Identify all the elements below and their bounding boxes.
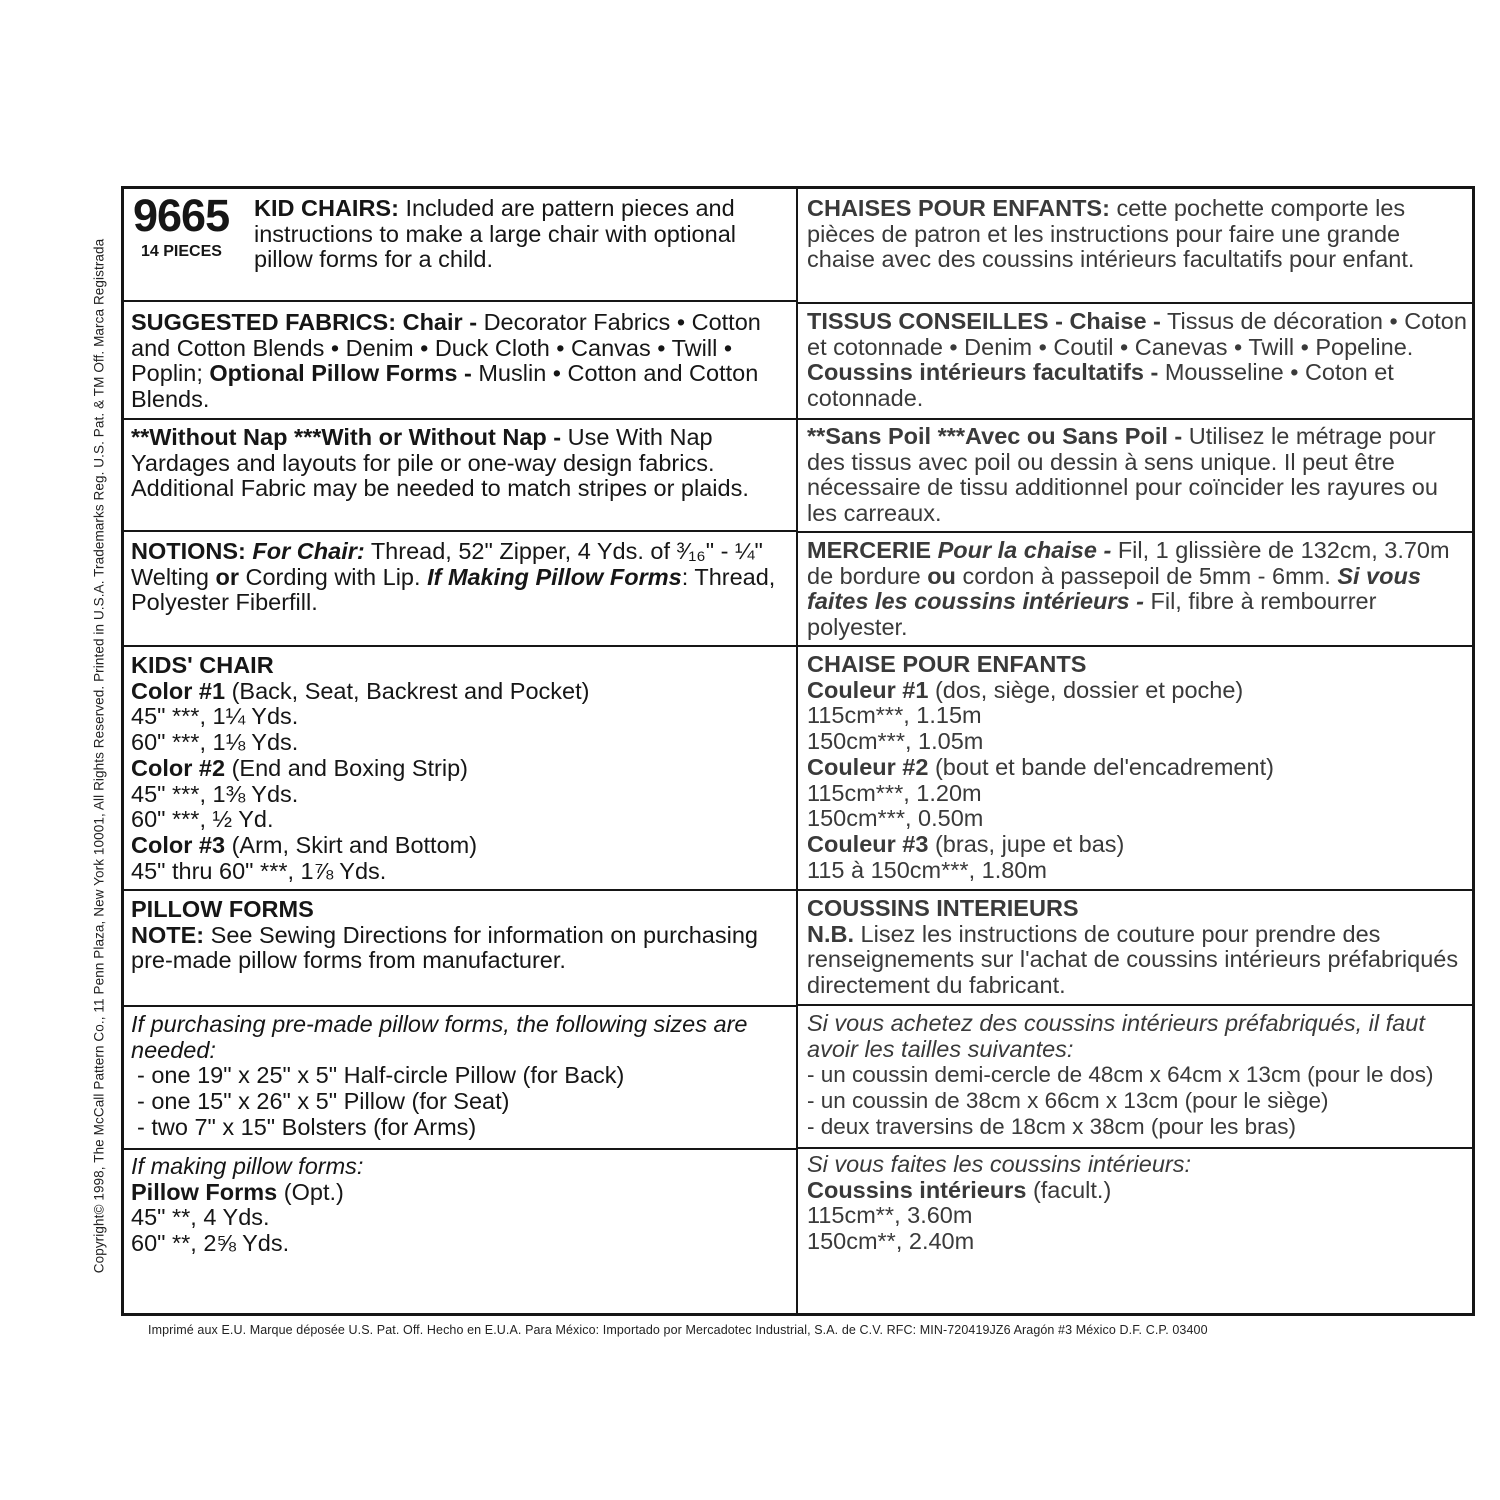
pillow-forms-fr-title: COUSSINS INTERIEURS bbox=[807, 895, 1079, 921]
notions-fr-chair-text: Fil, 1 glissière de 132cm, 3.70m de bordure bbox=[807, 537, 1450, 589]
nap-en-text: Use With Nap Yardages and layouts for pile or one-way design fabrics. Additional Fabric may be needed to match stripes or plaids. bbox=[131, 424, 749, 502]
row-divider-5 bbox=[121, 889, 796, 891]
pattern-pieces: 14 PIECES bbox=[141, 243, 222, 260]
fabrics-en bbox=[131, 310, 790, 413]
color2-en-label: Color #2 bbox=[131, 754, 226, 781]
color2-fr-label: Couleur #2 bbox=[807, 753, 929, 780]
kids-chair-fr-title: CHAISE POUR ENFANTS bbox=[807, 651, 1087, 677]
color3-en-label: Color #3 bbox=[131, 831, 226, 858]
pillow-forms-en bbox=[131, 897, 790, 974]
kids-chair-fr bbox=[807, 652, 1467, 883]
notions-fr bbox=[807, 538, 1467, 641]
color3-en-line1: 45" thru 60" ***, 1⅞ Yds. bbox=[131, 857, 387, 884]
making-fr-intro: Si vous faites les coussins intérieurs: bbox=[807, 1151, 1191, 1177]
pillow-forms-fr bbox=[807, 896, 1467, 999]
sizes-fr-item1: - un coussin demi-cercle de 48cm x 64cm x 13cm (pour le dos) bbox=[807, 1062, 1434, 1088]
sizes-en bbox=[131, 1012, 790, 1141]
nap-fr-title: **Sans Poil ***Avec ou Sans Poil - bbox=[807, 423, 1183, 449]
fabrics-en-pillow-text: Muslin • Cotton and Cotton Blends. bbox=[131, 360, 759, 413]
intro-en bbox=[254, 196, 790, 273]
making-en-line2: 60" **, 2⅝ Yds. bbox=[131, 1230, 290, 1257]
nap-en bbox=[131, 425, 790, 502]
making-en-line1: 45" **, 4 Yds. bbox=[131, 1204, 270, 1231]
making-fr-opt: (facult.) bbox=[1032, 1176, 1112, 1203]
making-fr bbox=[807, 1152, 1467, 1255]
import-footer: Imprimé aux E.U. Marque déposée U.S. Pat. Off. Hecho en E.U.A. Para México: Importado por Mercadotec Industrial, S.A. de C.V. RFC: MIN-720419JZ6 Aragón #3 México D.F. C.P. 03400 bbox=[148, 1323, 1208, 1337]
nap-en-title: **Without Nap ***With or Without Nap - bbox=[131, 424, 562, 450]
fabrics-fr-pillow-label: Coussins intérieurs facultatifs - bbox=[807, 359, 1159, 386]
row-divider-fr-6 bbox=[798, 1004, 1475, 1006]
fabrics-en-chair-label: Chair - bbox=[402, 309, 478, 335]
notions-fr-chair-text2: cordon à passepoil de 5mm - 6mm. bbox=[962, 562, 1331, 589]
row-divider-fr-3 bbox=[798, 531, 1475, 533]
row-divider-fr-7 bbox=[798, 1147, 1475, 1149]
row-divider-3 bbox=[121, 530, 796, 532]
sizes-fr-item3: - deux traversins de 18cm x 38cm (pour les bras) bbox=[807, 1113, 1296, 1139]
notions-fr-chair-label: Pour la chaise - bbox=[937, 537, 1112, 563]
pillow-forms-fr-note-label: N.B. bbox=[807, 920, 854, 947]
notions-en-chair-label: For Chair: bbox=[252, 538, 365, 564]
color2-fr-line1: 115cm***, 1.20m bbox=[807, 779, 982, 806]
notions-en bbox=[131, 539, 790, 616]
color3-en-desc: (Arm, Skirt and Bottom) bbox=[231, 831, 478, 858]
sizes-fr-item2: - un coussin de 38cm x 66cm x 13cm (pour le siège) bbox=[807, 1088, 1329, 1114]
color2-en-line1: 45" ***, 1⅜ Yds. bbox=[131, 780, 299, 807]
making-en-opt: (Opt.) bbox=[283, 1178, 344, 1205]
notions-en-chair-text: Thread, 52" Zipper, 4 Yds. of ³⁄₁₆" - ¼" Welting bbox=[131, 538, 763, 590]
sizes-fr bbox=[807, 1011, 1467, 1140]
color3-fr-line1: 115 à 150cm***, 1.80m bbox=[807, 856, 1047, 883]
kids-chair-en-title: KIDS' CHAIR bbox=[131, 652, 274, 678]
notions-en-chair-text2: Cording with Lip. bbox=[245, 563, 421, 590]
row-divider-4 bbox=[121, 645, 796, 647]
row-divider-fr-5 bbox=[798, 889, 1475, 891]
sizes-en-item1: - one 19" x 25" x 5" Half-circle Pillow (for Back) bbox=[137, 1062, 625, 1089]
color2-fr-line2: 150cm***, 0.50m bbox=[807, 805, 984, 832]
pattern-number: 9665 bbox=[133, 190, 230, 241]
fabrics-fr-title: TISSUS CONSEILLES - bbox=[807, 308, 1063, 334]
intro-en-title: KID CHAIRS: bbox=[254, 195, 399, 221]
making-en-label: Pillow Forms bbox=[131, 1178, 278, 1205]
color1-fr-label: Couleur #1 bbox=[807, 676, 929, 703]
notions-fr-or: ou bbox=[927, 562, 956, 589]
making-en bbox=[131, 1154, 790, 1257]
pillow-forms-en-note-label: NOTE: bbox=[131, 921, 205, 948]
color1-en-line1: 45" ***, 1¼ Yds. bbox=[131, 703, 299, 730]
color2-fr-desc: (bout et bande del'encadrement) bbox=[934, 753, 1274, 780]
sizes-en-item2: - one 15" x 26" x 5" Pillow (for Seat) bbox=[137, 1088, 510, 1115]
fabrics-fr bbox=[807, 309, 1467, 412]
copyright-sidebar bbox=[84, 188, 114, 1323]
fabrics-en-pillow-label: Optional Pillow Forms - bbox=[209, 360, 472, 387]
fabrics-fr-pillow-text: Mousseline • Coton et cotonnade. bbox=[807, 359, 1394, 412]
color1-fr-line1: 115cm***, 1.15m bbox=[807, 702, 982, 729]
color1-fr-desc: (dos, siège, dossier et poche) bbox=[934, 676, 1244, 703]
pillow-forms-fr-note-text: Lisez les instructions de couture pour prendre des renseignements sur l'achat de coussins intérieurs préfabriqués directement du fabricant. bbox=[807, 920, 1459, 999]
fabrics-fr-chair-label: Chaise - bbox=[1069, 308, 1161, 334]
intro-fr-text: cette pochette comporte les pièces de patron et les instructions pour faire une grande chaise avec des coussins intérieurs facultatifs pour enfant. bbox=[807, 195, 1415, 273]
nap-fr-text: Utilisez le métrage pour des tissus avec poil ou dessin à sens unique. Il peut être nécessaire de tissu additionnel pour coïncider les rayures ou les carreaux. bbox=[807, 423, 1438, 527]
kids-chair-en bbox=[131, 653, 790, 884]
row-divider-fr-4 bbox=[798, 645, 1475, 647]
making-fr-line1: 115cm**, 3.60m bbox=[807, 1202, 973, 1229]
intro-fr-title: CHAISES POUR ENFANTS: bbox=[807, 195, 1110, 221]
row-divider-fr-1 bbox=[798, 302, 1475, 304]
color2-en-desc: (End and Boxing Strip) bbox=[231, 754, 468, 781]
notions-fr-pillow-text: Fil, fibre à rembourrer polyester. bbox=[807, 588, 1377, 641]
notions-fr-pillow-label: Si vous faites les coussins intérieurs - bbox=[807, 562, 1421, 615]
pillow-forms-en-note-text: See Sewing Directions for information on purchasing pre-made pillow forms from manufacturer. bbox=[131, 921, 758, 974]
color1-en-desc: (Back, Seat, Backrest and Pocket) bbox=[231, 677, 590, 704]
sizes-en-intro: If purchasing pre-made pillow forms, the following sizes are needed: bbox=[131, 1011, 748, 1063]
notions-en-pillow-label: If Making Pillow Forms bbox=[427, 563, 682, 590]
intro-en-text: Included are pattern pieces and instructions to make a large chair with optional pillow forms for a child. bbox=[254, 195, 736, 273]
making-fr-label: Coussins intérieurs bbox=[807, 1176, 1027, 1203]
pillow-forms-en-title: PILLOW FORMS bbox=[131, 896, 314, 922]
color2-en-line2: 60" ***, ½ Yd. bbox=[131, 806, 274, 833]
sizes-fr-intro: Si vous achetez des coussins intérieurs préfabriqués, il faut avoir les tailles suivantes: bbox=[807, 1010, 1425, 1062]
notions-en-pillow-text: : Thread, Polyester Fiberfill. bbox=[131, 563, 776, 616]
color3-fr-label: Couleur #3 bbox=[807, 830, 929, 857]
color1-en-line2: 60" ***, 1⅛ Yds. bbox=[131, 729, 299, 756]
fabrics-en-chair-text: Decorator Fabrics • Cotton and Cotton Blends • Denim • Duck Cloth • Canvas • Twill • Poplin; bbox=[131, 309, 761, 387]
making-en-intro: If making pillow forms: bbox=[131, 1153, 364, 1179]
row-divider-2 bbox=[121, 418, 796, 420]
intro-fr bbox=[807, 196, 1467, 273]
row-divider-6 bbox=[121, 1005, 796, 1007]
copyright-text: Copyright© 1998, The McCall Pattern Co., 11 Penn Plaza, New York 10001, All Rights Reserved. Printed in U.S.A. Trademarks Reg. U.S. Pat. & TM Off. Marca Registrada bbox=[91, 238, 107, 1273]
row-divider-1 bbox=[121, 300, 796, 302]
making-fr-line2: 150cm**, 2.40m bbox=[807, 1228, 975, 1255]
notions-en-title: NOTIONS: bbox=[131, 538, 246, 564]
row-divider-7 bbox=[121, 1148, 796, 1150]
notions-en-or: or bbox=[215, 563, 239, 590]
color1-en-label: Color #1 bbox=[131, 677, 226, 704]
color3-fr-desc: (bras, jupe et bas) bbox=[934, 830, 1125, 857]
color1-fr-line2: 150cm***, 1.05m bbox=[807, 728, 984, 755]
fabrics-en-title: SUGGESTED FABRICS: bbox=[131, 309, 397, 335]
row-divider-fr-2 bbox=[798, 418, 1475, 420]
notions-fr-title: MERCERIE bbox=[807, 537, 932, 563]
nap-fr bbox=[807, 424, 1467, 527]
fabrics-fr-chair-text: Tissus de décoration • Coton et cotonnade • Denim • Coutil • Canevas • Twill • Popeline. bbox=[807, 308, 1467, 360]
sizes-en-item3: - two 7" x 15" Bolsters (for Arms) bbox=[137, 1113, 477, 1140]
